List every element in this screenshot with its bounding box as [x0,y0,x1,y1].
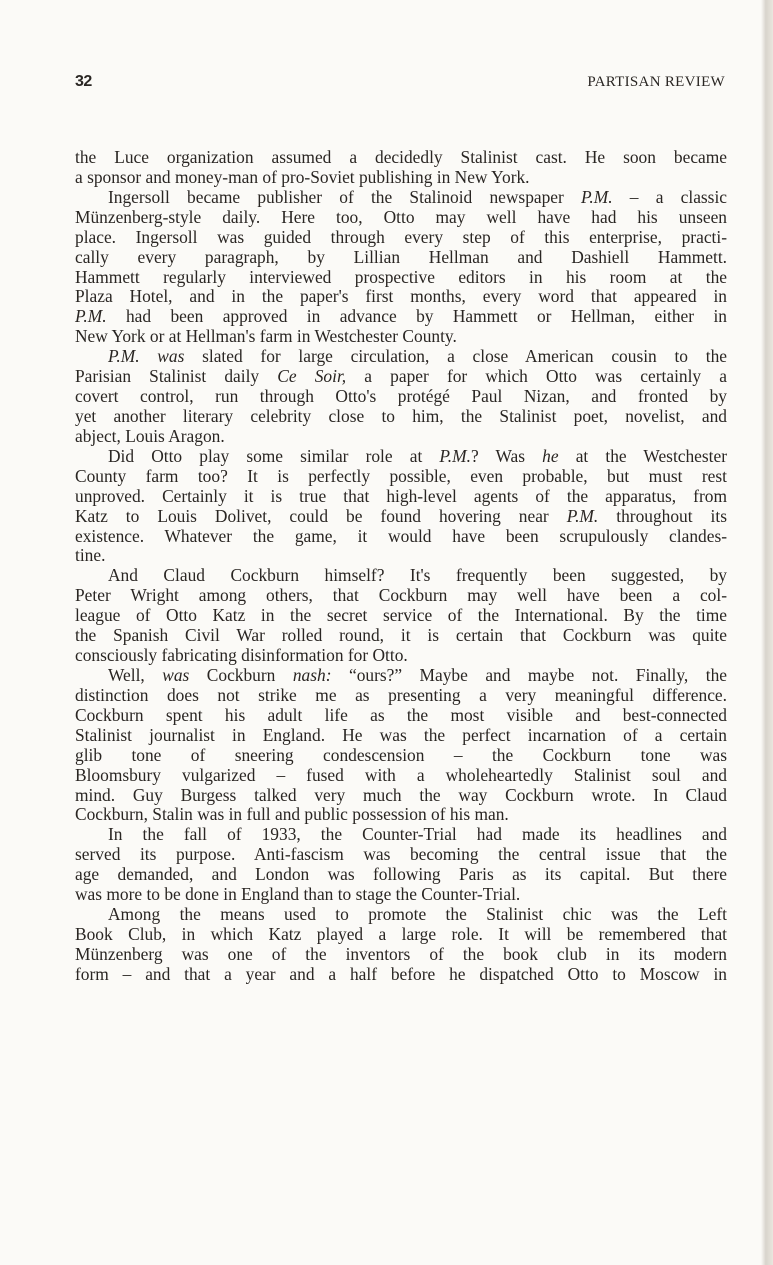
text-segment: existence. Whatever the game, it would have been scrupulously clandes- [75,525,727,546]
text-segment: the Spanish Civil War rolled round, it is certain that Cockburn was quite [75,625,727,646]
text-line [75,347,727,367]
text-segment: throughout its [598,505,727,526]
paragraph [75,347,727,447]
page-edge-shadow [761,0,773,1265]
text-line [75,527,727,547]
text-line [75,726,727,746]
text-segment: league of Otto Katz in the secret service of the International. By the time [75,605,727,626]
text-segment: Peter Wright among others, that Cockburn may well have been a col- [75,585,727,606]
text-line [75,367,727,387]
text-segment: Münzenberg-style daily. Here too, Otto may well have had his unseen [75,206,727,227]
text-line [75,746,727,766]
text-segment: mind. Guy Burgess talked very much the way Cockburn wrote. In Claud [75,784,727,805]
text-line [75,845,727,865]
text-line [75,586,727,606]
text-line [75,268,727,288]
paragraph [75,666,727,825]
text-line [75,407,727,427]
paragraph [75,148,727,188]
text-line [75,148,727,168]
text-segment: ? Was [470,445,543,466]
text-segment: a sponsor and money-man of pro-Soviet publishing in New York. [75,166,530,187]
text-line [75,766,727,786]
text-line [75,327,727,347]
text-segment: was more to be done in England than to stage the Counter-Trial. [75,884,521,905]
text-line [75,507,727,527]
paragraph [75,447,727,567]
text-line [75,805,727,825]
text-segment: had been approved in advance by Hammett or Hellman, either in [106,306,727,327]
text-segment: Hammett regularly interviewed prospective editors in his room at the [75,266,727,287]
text-segment: Parisian Stalinist daily [75,366,278,387]
text-line [75,566,727,586]
text-line [75,706,727,726]
text-segment: yet another literary celebrity close to him, the Stalinist poet, novelist, and [75,405,727,426]
text-segment: “ours?” Maybe and maybe not. Finally, the [331,664,727,685]
text-segment: In the fall of 1933, the Counter-Trial had made its headlines and [108,824,727,845]
text-segment: consciously fabricating disinformation for Otto. [75,645,408,666]
text-line [75,825,727,845]
body-text [75,148,727,985]
paragraph [75,566,727,666]
paragraph [75,825,727,905]
text-line [75,925,727,945]
text-segment: Cockburn [189,664,293,685]
italic-text: was [162,664,190,685]
text-line [75,248,727,268]
text-segment: And Claud Cockburn himself? It's frequently been suggested, by [108,565,727,586]
text-segment: tine. [75,545,106,566]
text-line [75,686,727,706]
text-segment: Did Otto play some similar role at [108,445,440,466]
text-segment: Stalinist journalist in England. He was the perfect incarnation of a certain [75,724,727,745]
text-segment: Münzenberg was one of the inventors of the book club in its modern [75,943,727,964]
italic-text: P.M. [75,306,107,327]
text-segment: Among the means used to promote the Stalinist chic was the Left [108,904,727,925]
text-segment: Well, [108,664,163,685]
text-segment: unproved. Certainly it is true that high-level agents of the apparatus, from [75,485,727,506]
text-line [75,885,727,905]
text-line [75,447,727,467]
italic-text: P.M. was [108,346,185,367]
text-segment: at the Westchester [558,445,728,466]
text-line [75,307,727,327]
text-segment: Ingersoll became publisher of the Stalinoid newspaper [108,186,582,207]
text-segment: the Luce organization assumed a decidedly Stalinist cast. He soon became [75,147,727,167]
text-segment: abject, Louis Aragon. [75,425,225,446]
text-segment: – a classic [612,186,728,207]
text-line [75,228,727,248]
text-line [75,786,727,806]
text-line [75,905,727,925]
text-line [75,188,727,208]
italic-text: nash: [292,664,332,685]
text-line [75,287,727,307]
text-segment: served its purpose. Anti-fascism was becoming the central issue that the [75,844,727,865]
text-segment: Katz to Louis Dolivet, could be found hovering near [75,505,567,526]
text-line [75,646,727,666]
text-segment: slated for large circulation, a close American cousin to the [184,346,727,367]
text-line [75,168,727,188]
text-line [75,208,727,228]
text-line [75,467,727,487]
text-segment: Cockburn, Stalin was in full and public possession of his man. [75,804,509,825]
text-line [75,606,727,626]
text-line [75,546,727,566]
text-segment: New York or at Hellman's farm in Westchester County. [75,326,457,347]
text-segment: glib tone of sneering condescension – the Cockburn tone was [75,744,727,765]
text-segment: Bloomsbury vulgarized – fused with a wholeheartedly Stalinist soul and [75,764,727,785]
page-number: 32 [75,73,92,90]
text-line [75,487,727,507]
text-segment: County farm too? It is perfectly possible, even probable, but must rest [75,465,727,486]
text-line [75,427,727,447]
text-segment: Cockburn spent his adult life as the most visible and best-connected [75,704,727,725]
text-segment: a paper for which Otto was certainly a [346,366,727,387]
text-line [75,666,727,686]
running-head: PARTISAN REVIEW [587,74,725,90]
text-line [75,865,727,885]
text-segment: form – and that a year and a half before he dispatched Otto to Moscow in [75,963,727,984]
italic-text: P.M. [566,505,599,526]
text-segment: cally every paragraph, by Lillian Hellman and Dashiell Hammett. [75,246,727,267]
text-line [75,626,727,646]
paragraph [75,905,727,985]
text-segment: covert control, run through Otto's protégé Paul Nizan, and fronted by [75,386,727,407]
paragraph [75,188,727,347]
italic-text: P.M. [581,186,613,207]
italic-text: he [542,445,559,466]
italic-text: Ce Soir, [277,366,347,387]
italic-text: P.M. [439,445,471,466]
text-line [75,965,727,985]
text-line [75,387,727,407]
text-segment: distinction does not strike me as presenting a very meaningful difference. [75,684,727,705]
text-segment: Book Club, in which Katz played a large role. It will be remembered that [75,923,727,944]
text-segment: age demanded, and London was following Paris as its capital. But there [75,864,727,885]
text-segment: Plaza Hotel, and in the paper's first months, every word that appeared in [75,286,727,307]
text-line [75,945,727,965]
text-segment: place. Ingersoll was guided through every step of this enterprise, practi- [75,226,727,247]
